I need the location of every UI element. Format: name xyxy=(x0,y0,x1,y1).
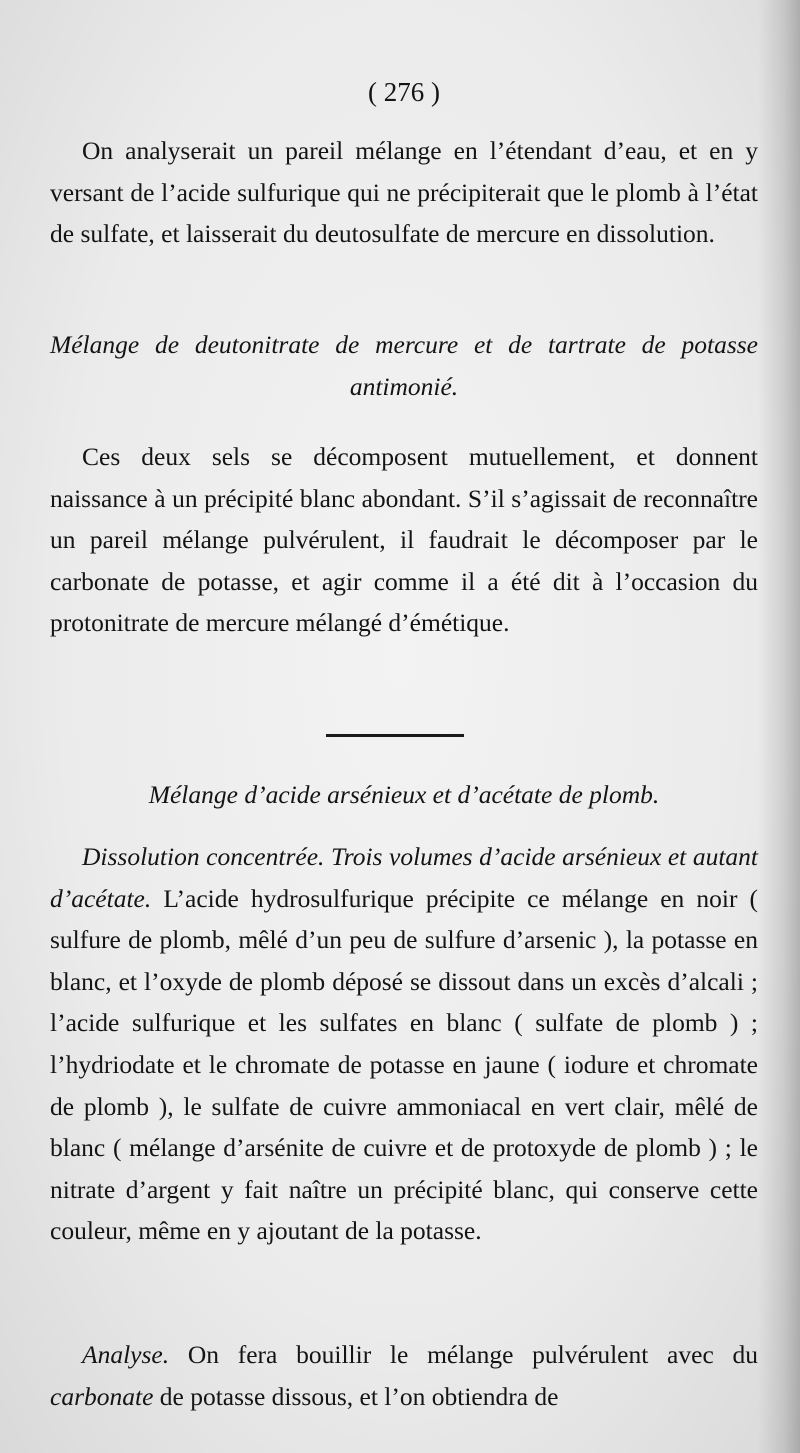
paragraph-4 xyxy=(50,1334,758,1417)
paragraph-4-italic-term: carbonate xyxy=(50,1381,154,1411)
paragraph-4-body-2: de potasse dissous, et l’on obtiendra de xyxy=(153,1381,559,1411)
paragraph-1: On analyserait un pareil mélange en l’étendant d’eau, et en y versant de l’acide sulfurique qui ne précipiterait que le plomb à l’état de sulfate, et laisserait du deutosulfate de mercure en dissolution. xyxy=(50,136,758,249)
page-number: ( 276 ) xyxy=(368,77,440,107)
paragraph-2: Ces deux sels se décomposent mutuellement, et donnent naissance à un précipité blanc abondant. S’il s’agissait de reconnaître un pareil mélange pulvérulent, il faudrait le décomposer par le carbonate de potasse, et agir comme il a été dit à l’occasion du protonitrate de mercure mélangé d’émétique. xyxy=(50,442,758,638)
paragraph-4-body-1: On fera bouillir le mélange pulvérulent avec du xyxy=(169,1340,758,1369)
paragraph-4-italic-lead: Analyse. xyxy=(82,1340,170,1369)
section-heading-2: Mélange d’acide arsénieux et d’acétate de plomb. xyxy=(148,780,660,809)
paragraph-3 xyxy=(50,836,758,1252)
section-divider xyxy=(326,734,464,737)
page-edge-shadow xyxy=(758,0,800,1453)
paragraph-3-body: L’acide hydrosulfurique précipite ce mélange en noir ( sulfure de plomb, mêlé d’un peu de sulfure d’arsenic ), la potasse en blanc, et l’oxyde de plomb déposé se dissout dans un excès d’alcali ; l’acide sulfurique et les sulfates en blanc ( sulfate de plomb ) ; l’hydriodate et le chromate de potasse en jaune ( iodure et chromate de plomb ), le sulfate de cuivre ammoniacal en vert clair, mêlé de blanc ( mélange d’arsénite de cuivre et de protoxyde de plomb ) ; le nitrate d’argent y fait naître un précipité blanc, qui conserve cette couleur, même en y ajoutant de la potasse. xyxy=(50,883,758,1246)
section-heading-1: Mélange de deutonitrate de mercure et de tartrate de potasse antimonié. xyxy=(50,330,758,401)
paragraph-3-italic-lead: Dissolution concentrée. Trois volumes d’acide arsénieux et autant d’acétate. xyxy=(50,842,758,913)
